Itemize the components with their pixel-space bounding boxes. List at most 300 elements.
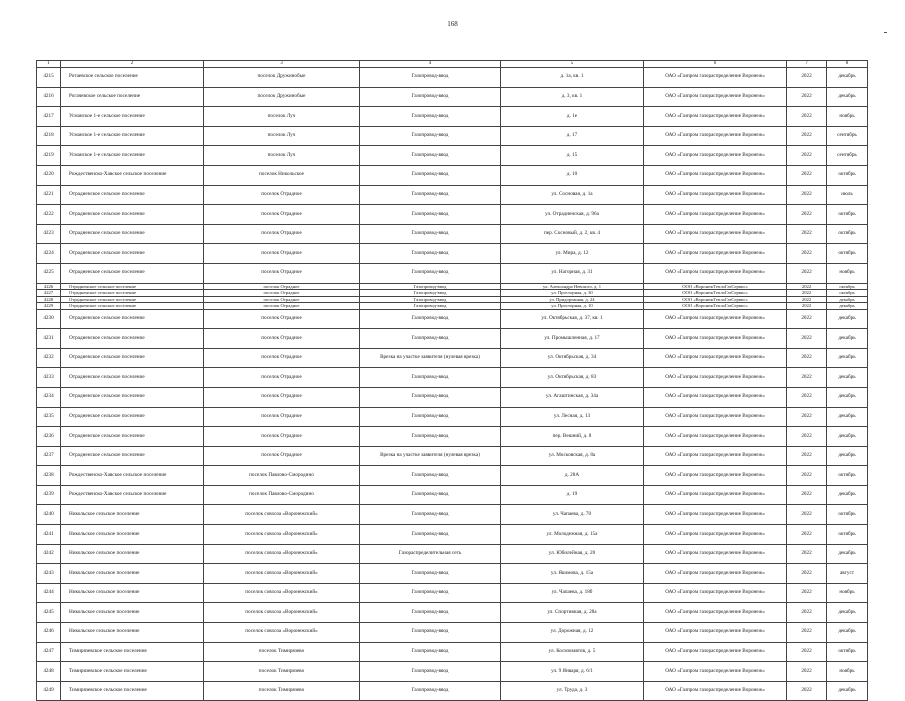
column-header: 3 [204, 61, 360, 68]
row-number-cell: 4216 [37, 87, 61, 107]
column-header: 7 [787, 61, 827, 68]
table-row [37, 244, 868, 264]
address-cell: ул. Октябрьская, д. 83 [501, 368, 644, 388]
row-number-cell: 4247 [37, 642, 61, 662]
row-number-cell: 4243 [37, 564, 61, 584]
locality-cell: поселок совхоза «Воронежский» [204, 525, 360, 545]
year-cell: 2022 [787, 505, 827, 525]
table-row [37, 505, 868, 525]
locality-cell: поселок совхоза «Воронежский» [204, 505, 360, 525]
month-cell: июль [827, 185, 868, 205]
gasification-table [36, 60, 868, 701]
month-cell: декабрь [827, 427, 868, 447]
organization-cell: ООО «ВоронежТеплоГазСервис» [644, 283, 787, 290]
year-cell: 2022 [787, 107, 827, 127]
locality-cell: поселок Луч [204, 146, 360, 166]
year-cell: 2022 [787, 185, 827, 205]
month-cell: октябрь [827, 525, 868, 545]
settlement-cell: Никольское сельское поселение [61, 623, 204, 643]
locality-cell: поселок Отрадное [204, 427, 360, 447]
settlement-cell: Отрадненское сельское поселение [61, 244, 204, 264]
month-cell: декабрь [827, 387, 868, 407]
locality-cell: поселок Отрадное [204, 224, 360, 244]
locality-cell: поселок Отрадное [204, 329, 360, 349]
object-cell: Газопровод-ввод [360, 387, 501, 407]
settlement-cell: Рождественско-Хавское сельское поселение [61, 165, 204, 185]
organization-cell: ООО «ВоронежТеплоГазСервис» [644, 296, 787, 303]
object-cell: Газопровод-ввод [360, 603, 501, 623]
settlement-cell: Тимирязевское сельское поселение [61, 662, 204, 682]
organization-cell: ОАО «Газпром газораспределение Воронеж» [644, 662, 787, 682]
object-cell: Газопровод-ввод [360, 525, 501, 545]
address-cell: ул. Космонавтов, д. 5 [501, 642, 644, 662]
object-cell: Газопровод-ввод [360, 87, 501, 107]
month-cell: ноябрь [827, 263, 868, 283]
settlement-cell: Усманское 1-е сельское поселение [61, 107, 204, 127]
locality-cell: поселок Дружинобые [204, 87, 360, 107]
month-cell: октябрь [827, 642, 868, 662]
table-body [37, 68, 868, 701]
address-cell: ул. Московская, д. 8а [501, 446, 644, 466]
address-cell: ул. Молодежная, д. 15а [501, 525, 644, 545]
object-cell: Газопровод-ввод [360, 146, 501, 166]
organization-cell: ООО «ВоронежТеплоГазСервис» [644, 290, 787, 297]
organization-cell: ОАО «Газпром газораспределение Воронеж» [644, 564, 787, 584]
row-number-cell: 4241 [37, 525, 61, 545]
object-cell: Газопровод-ввод [360, 165, 501, 185]
table-row [37, 165, 868, 185]
object-cell: Газопровод-ввод [360, 564, 501, 584]
object-cell: Газопровод-ввод [360, 244, 501, 264]
row-number-cell: 4224 [37, 244, 61, 264]
column-header: 5 [501, 61, 644, 68]
address-cell: д. 3, кв. 1 [501, 87, 644, 107]
settlement-cell: Отрадненское сельское поселение [61, 387, 204, 407]
organization-cell: ОАО «Газпром газораспределение Воронеж» [644, 165, 787, 185]
object-cell: Газопровод-ввод [360, 485, 501, 505]
object-cell: Газопровод-ввод [360, 185, 501, 205]
year-cell: 2022 [787, 387, 827, 407]
year-cell: 2022 [787, 283, 827, 290]
month-cell: декабрь [827, 623, 868, 643]
year-cell: 2022 [787, 290, 827, 297]
settlement-cell: Отрадненское сельское поселение [61, 309, 204, 329]
settlement-cell: Никольское сельское поселение [61, 525, 204, 545]
address-cell: ул. Сосновая, д. 1а [501, 185, 644, 205]
organization-cell: ОАО «Газпром газораспределение Воронеж» [644, 485, 787, 505]
table-row [37, 263, 868, 283]
settlement-cell: Отрадненское сельское поселение [61, 329, 204, 349]
object-cell: Газопровод-ввод [360, 329, 501, 349]
settlement-cell: Отрадненское сельское поселение [61, 205, 204, 225]
locality-cell: поселок Тимирязево [204, 681, 360, 701]
organization-cell: ОАО «Газпром газораспределение Воронеж» [644, 244, 787, 264]
row-number-cell: 4230 [37, 309, 61, 329]
locality-cell: поселок Луч [204, 107, 360, 127]
object-cell: Газопровод-ввод [360, 283, 501, 290]
row-number-cell: 4237 [37, 446, 61, 466]
locality-cell: поселок совхоза «Воронежский» [204, 603, 360, 623]
year-cell: 2022 [787, 446, 827, 466]
locality-cell: поселок Дружинобые [204, 68, 360, 88]
locality-cell: поселок Отрадное [204, 303, 360, 310]
year-cell: 2022 [787, 407, 827, 427]
month-cell: октябрь [827, 290, 868, 297]
organization-cell: ОАО «Газпром газораспределение Воронеж» [644, 126, 787, 146]
column-header: 4 [360, 61, 501, 68]
object-cell: Газопровод-ввод [360, 368, 501, 388]
object-cell: Газопровод-ввод [360, 68, 501, 88]
table-row [37, 583, 868, 603]
settlement-cell: Тимирязевское сельское поселение [61, 681, 204, 701]
object-cell: Газопровод-ввод [360, 224, 501, 244]
row-number-cell: 4238 [37, 466, 61, 486]
table-row [37, 107, 868, 127]
year-cell: 2022 [787, 525, 827, 545]
organization-cell: ОАО «Газпром газораспределение Воронеж» [644, 368, 787, 388]
year-cell: 2022 [787, 681, 827, 701]
object-cell: Газопровод-ввод [360, 205, 501, 225]
year-cell: 2022 [787, 603, 827, 623]
year-cell: 2022 [787, 642, 827, 662]
organization-cell: ОАО «Газпром газораспределение Воронеж» [644, 583, 787, 603]
settlement-cell: Отрадненское сельское поселение [61, 303, 204, 310]
table-row [37, 348, 868, 368]
year-cell: 2022 [787, 466, 827, 486]
organization-cell: ОАО «Газпром газораспределение Воронеж» [644, 185, 787, 205]
month-cell: ноябрь [827, 107, 868, 127]
address-cell: ул. Отрадненская, д. 96а [501, 205, 644, 225]
object-cell: Газопровод-ввод [360, 263, 501, 283]
table-row [37, 407, 868, 427]
row-number-cell: 4242 [37, 544, 61, 564]
row-number-cell: 4223 [37, 224, 61, 244]
settlement-cell: Отрадненское сельское поселение [61, 407, 204, 427]
settlement-cell: Отрадненское сельское поселение [61, 427, 204, 447]
locality-cell: поселок Никольское [204, 165, 360, 185]
month-cell: декабрь [827, 309, 868, 329]
month-cell: октябрь [827, 165, 868, 185]
table-row [37, 126, 868, 146]
month-cell: октябрь [827, 205, 868, 225]
address-cell: ул. Спортивная, д. 28а [501, 603, 644, 623]
organization-cell: ОАО «Газпром газораспределение Воронеж» [644, 107, 787, 127]
settlement-cell: Никольское сельское поселение [61, 544, 204, 564]
address-cell: д. 1е [501, 107, 644, 127]
year-cell: 2022 [787, 662, 827, 682]
address-cell: ул. Просторная, д. 30 [501, 290, 644, 297]
table-row [37, 525, 868, 545]
locality-cell: поселок Отрадное [204, 263, 360, 283]
year-cell: 2022 [787, 224, 827, 244]
address-cell: ул. Якимова, д. 15а [501, 564, 644, 584]
object-cell: Газопровод-ввод [360, 290, 501, 297]
month-cell: сентябрь [827, 146, 868, 166]
address-cell: ул. Нагорная, д. 31 [501, 263, 644, 283]
address-cell: ул. Чапаева, д. 70 [501, 505, 644, 525]
month-cell: декабрь [827, 303, 868, 310]
locality-cell: поселок Отрадное [204, 244, 360, 264]
row-number-cell: 4226 [37, 283, 61, 290]
address-cell: пер. Сосновый, д. 2, кв. 4 [501, 224, 644, 244]
month-cell: октябрь [827, 224, 868, 244]
settlement-cell: Отрадненское сельское поселение [61, 283, 204, 290]
table-row [37, 185, 868, 205]
table-row [37, 224, 868, 244]
organization-cell: ОАО «Газпром газораспределение Воронеж» [644, 87, 787, 107]
object-cell: Газопровод-ввод [360, 642, 501, 662]
organization-cell: ОАО «Газпром газораспределение Воронеж» [644, 642, 787, 662]
month-cell: октябрь [827, 505, 868, 525]
table-row [37, 603, 868, 623]
locality-cell: поселок Отрадное [204, 348, 360, 368]
organization-cell: ОАО «Газпром газораспределение Воронеж» [644, 466, 787, 486]
address-cell: ул. 9 Января, д. 6/1 [501, 662, 644, 682]
address-cell: д. 15 [501, 146, 644, 166]
organization-cell: ОАО «Газпром газораспределение Воронеж» [644, 348, 787, 368]
row-number-cell: 4231 [37, 329, 61, 349]
settlement-cell: Рождественско-Хавское сельское поселение [61, 485, 204, 505]
year-cell: 2022 [787, 368, 827, 388]
locality-cell: поселок Отрадное [204, 387, 360, 407]
settlement-cell: Отрадненское сельское поселение [61, 290, 204, 297]
month-cell: декабрь [827, 446, 868, 466]
organization-cell: ОАО «Газпром газораспределение Воронеж» [644, 544, 787, 564]
locality-cell: поселок совхоза «Воронежский» [204, 623, 360, 643]
object-cell: Газопровод-ввод [360, 583, 501, 603]
row-number-cell: 4228 [37, 296, 61, 303]
year-cell: 2022 [787, 309, 827, 329]
row-number-cell: 4246 [37, 623, 61, 643]
month-cell: август [827, 564, 868, 584]
column-header: 8 [827, 61, 868, 68]
year-cell: 2022 [787, 427, 827, 447]
month-cell: декабрь [827, 329, 868, 349]
locality-cell: поселок Отрадное [204, 290, 360, 297]
year-cell: 2022 [787, 263, 827, 283]
month-cell: декабрь [827, 485, 868, 505]
month-cell: декабрь [827, 87, 868, 107]
year-cell: 2022 [787, 485, 827, 505]
locality-cell: поселок Отрадное [204, 296, 360, 303]
object-cell: Газопровод-ввод [360, 296, 501, 303]
table-row [37, 368, 868, 388]
object-cell: Врезка на участке заявителя (нулевая врезка) [360, 348, 501, 368]
locality-cell: поселок Отрадное [204, 185, 360, 205]
organization-cell: ОАО «Газпром газораспределение Воронеж» [644, 623, 787, 643]
table-row [37, 427, 868, 447]
month-cell: октябрь [827, 244, 868, 264]
locality-cell: поселок совхоза «Воронежский» [204, 583, 360, 603]
row-number-cell: 4227 [37, 290, 61, 297]
settlement-cell: Ротаевское сельское поселение [61, 68, 204, 88]
month-cell: ноябрь [827, 662, 868, 682]
locality-cell: поселок Отрадное [204, 283, 360, 290]
address-cell: д. 10 [501, 165, 644, 185]
organization-cell: ОАО «Газпром газораспределение Воронеж» [644, 603, 787, 623]
row-number-cell: 4220 [37, 165, 61, 185]
settlement-cell: Рождественско-Хавское сельское поселение [61, 466, 204, 486]
address-cell: ул. Октябрьская, д. 34 [501, 348, 644, 368]
row-number-cell: 4240 [37, 505, 61, 525]
address-cell: ул. Промышленная, д. 17 [501, 329, 644, 349]
object-cell: Газопровод-ввод [360, 303, 501, 310]
row-number-cell: 4229 [37, 303, 61, 310]
table-row [37, 642, 868, 662]
row-number-cell: 4244 [37, 583, 61, 603]
object-cell: Газопровод-ввод [360, 309, 501, 329]
address-cell: ул. Октябрьская, д. 37, кв. 1 [501, 309, 644, 329]
table-row [37, 681, 868, 701]
month-cell: октябрь [827, 283, 868, 290]
year-cell: 2022 [787, 303, 827, 310]
address-cell: ул. Дорожная, д. 12 [501, 623, 644, 643]
month-cell: декабрь [827, 544, 868, 564]
address-cell: ул. Александра Невского, д. 1 [501, 283, 644, 290]
table-row [37, 623, 868, 643]
object-cell: Газопровод-ввод [360, 407, 501, 427]
column-header: 1 [37, 61, 61, 68]
row-number-cell: 4233 [37, 368, 61, 388]
organization-cell: ОАО «Газпром газораспределение Воронеж» [644, 224, 787, 244]
address-cell: ул. Придорожная, д. 24 [501, 296, 644, 303]
organization-cell: ОАО «Газпром газораспределение Воронеж» [644, 505, 787, 525]
year-cell: 2022 [787, 68, 827, 88]
organization-cell: ООО «ВоронежТеплоГазСервис» [644, 303, 787, 310]
locality-cell: поселок Отрадное [204, 407, 360, 427]
year-cell: 2022 [787, 348, 827, 368]
row-number-cell: 4225 [37, 263, 61, 283]
table-row [37, 68, 868, 88]
row-number-cell: 4239 [37, 485, 61, 505]
row-number-cell: 4245 [37, 603, 61, 623]
address-cell: ул. Чапаева, д. 18б [501, 583, 644, 603]
settlement-cell: Усманское 1-е сельское поселение [61, 126, 204, 146]
row-number-cell: 4221 [37, 185, 61, 205]
page-number: 168 [447, 20, 458, 28]
object-cell: Газопровод-ввод [360, 681, 501, 701]
organization-cell: ОАО «Газпром газораспределение Воронеж» [644, 427, 787, 447]
locality-cell: поселок Павлово-Смородино [204, 466, 360, 486]
settlement-cell: Отрадненское сельское поселение [61, 368, 204, 388]
settlement-cell: Отрадненское сельское поселение [61, 296, 204, 303]
year-cell: 2022 [787, 205, 827, 225]
settlement-cell: Никольское сельское поселение [61, 564, 204, 584]
object-cell: Газопровод-ввод [360, 505, 501, 525]
year-cell: 2022 [787, 544, 827, 564]
column-number-row [37, 61, 868, 68]
settlement-cell: Никольское сельское поселение [61, 583, 204, 603]
month-cell: октябрь [827, 466, 868, 486]
year-cell: 2022 [787, 564, 827, 584]
year-cell: 2022 [787, 87, 827, 107]
settlement-cell: Усманское 1-е сельское поселение [61, 146, 204, 166]
row-number-cell: 4234 [37, 387, 61, 407]
month-cell: декабрь [827, 603, 868, 623]
table-row [37, 662, 868, 682]
row-number-cell: 4248 [37, 662, 61, 682]
address-cell: д. 19 [501, 485, 644, 505]
locality-cell: поселок совхоза «Воронежский» [204, 564, 360, 584]
locality-cell: поселок Луч [204, 126, 360, 146]
settlement-cell: Тимирязевское сельское поселение [61, 642, 204, 662]
organization-cell: ОАО «Газпром газораспределение Воронеж» [644, 681, 787, 701]
settlement-cell: Отрадненское сельское поселение [61, 263, 204, 283]
year-cell: 2022 [787, 623, 827, 643]
table-row [37, 564, 868, 584]
table-row [37, 329, 868, 349]
month-cell: декабрь [827, 368, 868, 388]
row-number-cell: 4232 [37, 348, 61, 368]
settlement-cell: Отрадненское сельское поселение [61, 185, 204, 205]
address-cell: ул. Юбилейная, д. 20 [501, 544, 644, 564]
address-cell: д. 1а, кв. 1 [501, 68, 644, 88]
locality-cell: поселок Павлово-Смородино [204, 485, 360, 505]
address-cell: ул. Лесная, д. 13 [501, 407, 644, 427]
settlement-cell: Отрадненское сельское поселение [61, 348, 204, 368]
table-row [37, 87, 868, 107]
locality-cell: поселок Отрадное [204, 368, 360, 388]
table-row [37, 446, 868, 466]
year-cell: 2022 [787, 583, 827, 603]
organization-cell: ОАО «Газпром газораспределение Воронеж» [644, 205, 787, 225]
object-cell: Газопровод-ввод [360, 466, 501, 486]
table-row [37, 544, 868, 564]
organization-cell: ОАО «Газпром газораспределение Воронеж» [644, 329, 787, 349]
organization-cell: ОАО «Газпром газораспределение Воронеж» [644, 263, 787, 283]
row-number-cell: 4219 [37, 146, 61, 166]
address-cell: д. 28А [501, 466, 644, 486]
month-cell: сентябрь [827, 126, 868, 146]
gasification-table-sheet [36, 60, 867, 701]
row-number-cell: 4222 [37, 205, 61, 225]
month-cell: декабрь [827, 296, 868, 303]
address-cell: пер. Вешний, д. 8 [501, 427, 644, 447]
year-cell: 2022 [787, 126, 827, 146]
locality-cell: поселок совхоза «Воронежский» [204, 544, 360, 564]
year-cell: 2022 [787, 165, 827, 185]
object-cell: Газопровод-ввод [360, 623, 501, 643]
object-cell: Газопровод-ввод [360, 126, 501, 146]
row-number-cell: 4215 [37, 68, 61, 88]
organization-cell: ОАО «Газпром газораспределение Воронеж» [644, 68, 787, 88]
month-cell: ноябрь [827, 583, 868, 603]
column-header: 6 [644, 61, 787, 68]
address-cell: ул. Мира, д. 12 [501, 244, 644, 264]
object-cell: Газопровод-ввод [360, 107, 501, 127]
year-cell: 2022 [787, 296, 827, 303]
object-cell: Газораспределительная сеть [360, 544, 501, 564]
object-cell: Газопровод-ввод [360, 427, 501, 447]
row-number-cell: 4218 [37, 126, 61, 146]
year-cell: 2022 [787, 329, 827, 349]
organization-cell: ОАО «Газпром газораспределение Воронеж» [644, 309, 787, 329]
year-cell: 2022 [787, 244, 827, 264]
month-cell: декабрь [827, 407, 868, 427]
address-cell: ул. Труда, д. 3 [501, 681, 644, 701]
table-row [37, 146, 868, 166]
organization-cell: ОАО «Газпром газораспределение Воронеж» [644, 146, 787, 166]
settlement-cell: Никольское сельское поселение [61, 505, 204, 525]
row-number-cell: 4235 [37, 407, 61, 427]
table-row [37, 205, 868, 225]
settlement-cell: Отрадненское сельское поселение [61, 224, 204, 244]
locality-cell: поселок Отрадное [204, 309, 360, 329]
settlement-cell: Отрадненское сельское поселение [61, 446, 204, 466]
locality-cell: поселок Тимирязево [204, 662, 360, 682]
address-cell: ул. Агаштинская, д. 34а [501, 387, 644, 407]
row-number-cell: 4217 [37, 107, 61, 127]
